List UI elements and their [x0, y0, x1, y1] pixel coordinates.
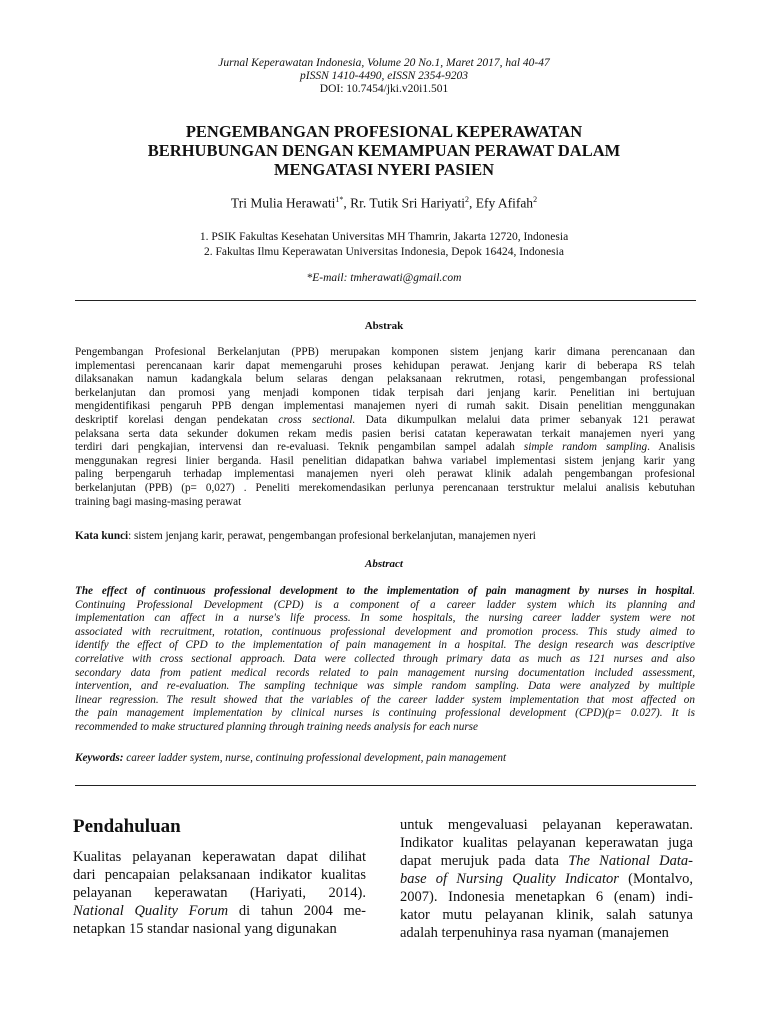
abstrak-line: menggunakan regresi linier berganda. Hasil penelitian didapatkan bahwa variabel implementasi sistem jenjang karir yang: [75, 454, 695, 467]
abstrak-line: berkelanjutan dan promosi yang menjadi komponen tidak terpisah dari jenjang karir. Penelitian ini bertujuan: [75, 386, 695, 399]
abstract-body: [75, 585, 695, 735]
abstrak-line: dilaksanakan namun kadangkala belum selaras dengan pelaksanaan rekrutmen, rotasi, pengembangan professional: [75, 373, 695, 386]
abstract-title-end: .: [692, 585, 695, 597]
abstrak-body: [75, 346, 695, 509]
corresponding-email: *E-mail: tmherawati@gmail.com: [306, 272, 462, 284]
abstrak-line: [75, 441, 695, 455]
abstrak-line: [75, 414, 695, 428]
abstrak-line: Pengembangan Profesional Berkelanjutan (PPB) merupakan komponen sistem jenjang karir dimana perencanaan dan: [75, 346, 695, 358]
abstract-line: intervention, and re-evaluation. The sampling technique was simple random sampling. Data were analyzed by multiple: [75, 680, 695, 693]
author-name: Efy Afifah: [475, 195, 534, 211]
author-separator: ,: [343, 195, 351, 211]
author-affiliation-mark: 2: [464, 195, 469, 204]
paper-title: [0, 122, 768, 179]
abstrak-line: berkelanjutan (PPB) (p= 0,027) . Peneliti merekomendasikan perlunya perencanaan terstruktur melalui analisis kebutuhan: [75, 481, 695, 494]
body-text: dapat merujuk pada data: [400, 853, 569, 869]
author-affiliation-mark: 1*: [335, 195, 344, 204]
abstrak-text: terdiri dari pengkajian, intervensi dan re-evaluasi. Teknik pengambilan sampel adalah: [75, 441, 524, 454]
kata-kunci-text: : sistem jenjang karir, perawat, pengembangan profesional berkelanjutan, manajemen nyeri: [128, 530, 536, 542]
author-separator: ,: [468, 195, 476, 211]
body-line: 2007). Indonesia menetapkan 6 (enam) indi-: [400, 889, 693, 905]
body-term: The National Data-: [568, 853, 693, 869]
divider: [75, 300, 696, 301]
body-line: kator mutu pelayanan klinik, salah satunya: [400, 907, 693, 923]
body-line: Indikator kualitas pelayanan keperawatan juga: [400, 835, 693, 851]
abstract-line: associated with recruitment, rotation, continuous professional development and promotion process. This study aimed to: [75, 625, 695, 638]
affiliation-list: [0, 230, 768, 260]
body-line: [400, 852, 693, 870]
journal-doi: DOI: 10.7454/jki.v20i1.501: [319, 83, 449, 95]
abstract-line: implementation can affect in a nurse's life process. In some hospitals, the nursing career ladder system were not: [75, 612, 695, 625]
keywords-label: Keywords:: [75, 752, 124, 764]
abstract-line: [75, 585, 695, 599]
body-term: base of Nursing Quality Indicator: [400, 871, 619, 887]
body-line: adalah terpenuhinya rasa nyaman (manajemen: [400, 925, 669, 941]
author-name: Rr. Tutik Sri Hariyati: [350, 195, 465, 211]
affiliation: 2. Fakultas Ilmu Keperawatan Universitas Indonesia, Depok 16424, Indonesia: [204, 246, 564, 258]
body-text: (Montalvo,: [618, 871, 693, 887]
body-column-right: [400, 816, 693, 942]
keywords-text: career ladder system, nurse, continuing professional development, pain management: [123, 752, 507, 764]
kata-kunci: [75, 530, 695, 542]
abstrak-term: simple random sampling: [523, 441, 648, 454]
abstrak-line: mengidentifikasi pengaruh PPB dengan implementasi manajemen nyeri di rumah sakit. Disain penelitian menggunakan: [75, 400, 695, 413]
title-line: PENGEMBANGAN PROFESIONAL KEPERAWATAN: [185, 122, 583, 141]
kata-kunci-label: Kata kunci: [75, 530, 129, 542]
abstrak-line: training bagi masing-masing perawat: [75, 495, 242, 508]
title-line: BERHUBUNGAN DENGAN KEMAMPUAN PERAWAT DALAM: [147, 141, 621, 160]
body-line: [73, 902, 366, 920]
abstrak-text: Data dikumpulkan melalui data primer sebanyak 121 perawat: [355, 413, 695, 426]
abstrak-line: paling berpengaruh terhadap implementasi manajemen nyeri oleh perawat klinik adalah pengembangan profesional: [75, 468, 695, 481]
body-text: di tahun 2004 me-: [228, 903, 366, 919]
body-line: netapkan 15 standar nasional yang digunakan: [73, 921, 337, 937]
journal-citation: Jurnal Keperawatan Indonesia, Volume 20 No.1, Maret 2017, hal 40-47: [218, 57, 550, 69]
abstract-title: The effect of continuous professional development to the implementation of pain managment by nurses in hospital: [75, 585, 693, 597]
body-term: National Quality Forum: [73, 903, 229, 919]
author-name: Tri Mulia Herawati: [230, 195, 336, 211]
body-line: [400, 870, 693, 888]
abstrak-term: cross sectional.: [278, 413, 356, 426]
abstrak-text: deskriptif korelasi dengan pendekatan: [75, 413, 279, 426]
body-line: pelayanan keperawatan (Hariyati, 2014).: [73, 885, 366, 901]
abstrak-line: pelaksana serta data sekunder dokumen rekam medis pasien berisi catatan keperawatan terkait manajemen nyeri yang: [75, 427, 695, 440]
abstract-line: linear regression. The result showed that the variables of the career ladder system implementation that most affected on: [75, 693, 695, 706]
abstrak-text: . Analisis: [647, 441, 695, 454]
abstract-line: identify the effect of CPD to the implementation of pain management in a hospital. The design research was descriptive: [75, 639, 695, 652]
body-column-left: [73, 815, 366, 938]
author-list: [0, 195, 768, 212]
journal-header: [0, 57, 768, 96]
author-affiliation-mark: 2: [533, 195, 538, 204]
section-title: Pendahuluan: [73, 816, 181, 837]
abstrak-line: implementasi perencanaan karir dapat memengaruhi proses kehidupan perawat. Jenjang karir di beberapa RS telah: [75, 359, 695, 372]
abstract-heading: Abstract: [365, 558, 403, 570]
abstract-line: Continuing Professional Development (CPD) is a component of a career ladder system which its planning and: [75, 598, 695, 611]
abstract-line: recommended to make structured planning through training needs analysis for each nurse: [75, 720, 479, 733]
journal-issn: pISSN 1410-4490, eISSN 2354-9203: [299, 70, 468, 82]
body-line: dari pencapaian pelaksanaan indikator kualitas: [73, 867, 366, 883]
abstract-line: the pain management implementation by clinical nurses is continuing professional development (CPD)(p= 0.027). It is: [75, 707, 695, 720]
abstrak-heading: Abstrak: [364, 320, 404, 332]
abstract-line: secondary data from patient medical records related to pain management nursing documentation included assessment,: [75, 666, 695, 679]
body-line: untuk mengevaluasi pelayanan keperawatan.: [400, 817, 693, 833]
abstract-line: correlative with cross sectional approach. Data were collected through primary data as much as 121 nurses and also: [75, 652, 695, 665]
divider: [75, 785, 696, 786]
title-line: MENGATASI NYERI PASIEN: [273, 160, 495, 179]
keywords: [75, 752, 695, 764]
body-line: Kualitas pelayanan keperawatan dapat dilihat: [73, 849, 366, 865]
affiliation: 1. PSIK Fakultas Kesehatan Universitas MH Thamrin, Jakarta 12720, Indonesia: [199, 231, 569, 243]
